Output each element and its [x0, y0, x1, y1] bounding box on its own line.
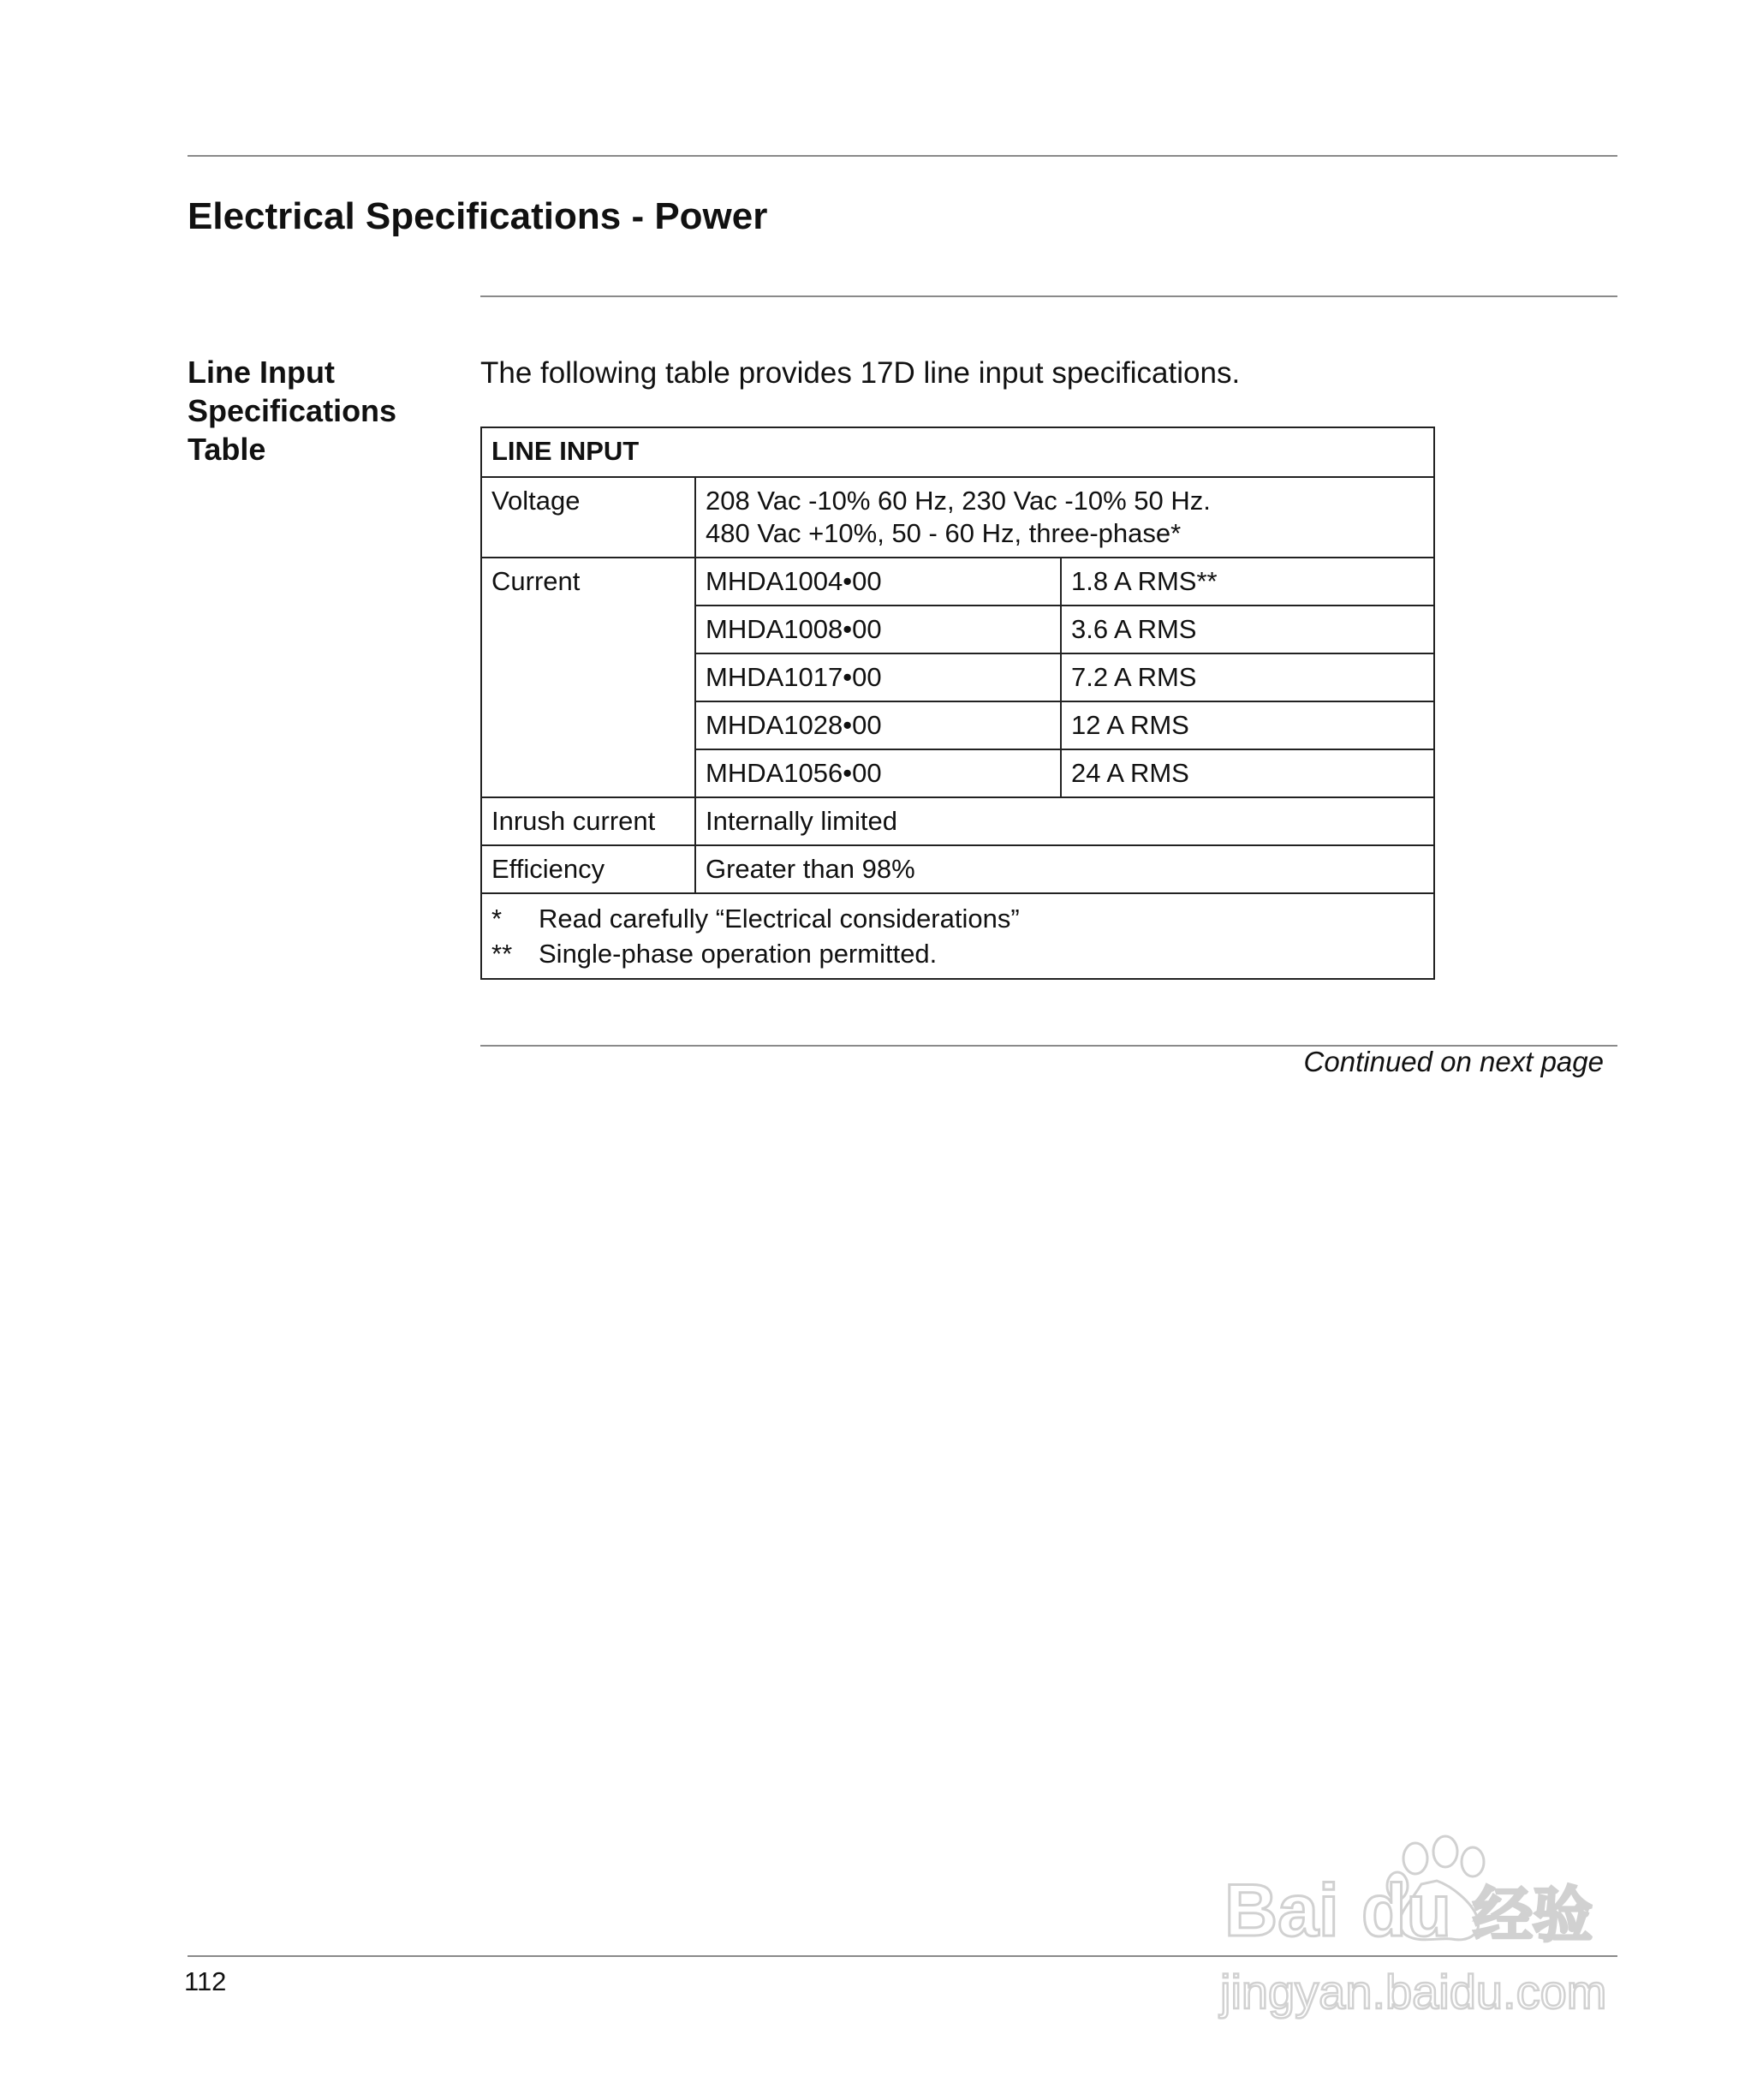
continued-note: Continued on next page	[1303, 1046, 1604, 1077]
footnote-mark: *	[491, 904, 503, 934]
svg-text:du: du	[1361, 1870, 1452, 1952]
inrush-label: Inrush current	[481, 797, 695, 845]
voltage-label: Voltage	[481, 477, 695, 558]
voltage-line: 480 Vac +10%, 50 - 60 Hz, three-phase*	[706, 518, 1182, 548]
top-rule	[188, 155, 1617, 157]
current-model: MHDA1028•00	[695, 701, 1061, 749]
voltage-value	[695, 477, 1434, 558]
section-heading-line: Table	[188, 432, 266, 467]
current-value: 7.2 A RMS	[1061, 653, 1434, 701]
efficiency-label: Efficiency	[481, 845, 695, 893]
table-header-row	[481, 427, 1434, 477]
page-title: Electrical Specifications - Power	[188, 195, 768, 237]
section-rule	[480, 295, 1617, 297]
footnotes	[481, 893, 1434, 979]
section-heading-line: Line Input	[188, 355, 335, 390]
voltage-line: 208 Vac -10% 60 Hz, 230 Vac -10% 50 Hz.	[706, 486, 1211, 516]
inrush-value: Internally limited	[695, 797, 1434, 845]
page-number: 112	[184, 1966, 227, 1996]
table-row	[481, 845, 1434, 893]
footnote	[491, 936, 1424, 971]
table-row	[481, 477, 1434, 558]
table-row	[481, 797, 1434, 845]
footnote-text: Single-phase operation permitted.	[539, 939, 938, 969]
section-heading	[188, 353, 444, 468]
section-heading-line: Specifications	[188, 393, 397, 428]
line-input-table	[480, 427, 1435, 980]
current-model: MHDA1008•00	[695, 606, 1061, 653]
current-label: Current	[481, 558, 695, 797]
table-row	[481, 558, 1434, 606]
intro-text: The following table provides 17D line input specifications.	[480, 356, 1241, 390]
baidu-watermark-logo	[1216, 1833, 1661, 2055]
footnote	[491, 901, 1424, 936]
svg-text:经验: 经验	[1473, 1880, 1593, 1950]
footnote-row	[481, 893, 1434, 979]
current-value: 1.8 A RMS**	[1061, 558, 1434, 606]
footnote-text: Read carefully “Electrical considerations”	[539, 904, 1020, 934]
current-value: 3.6 A RMS	[1061, 606, 1434, 653]
svg-text:jingyan.baidu.com: jingyan.baidu.com	[1220, 1965, 1607, 2019]
current-model: MHDA1017•00	[695, 653, 1061, 701]
table-header: LINE INPUT	[481, 427, 1434, 477]
footnote-mark: **	[491, 939, 513, 969]
current-value: 12 A RMS	[1061, 701, 1434, 749]
current-value: 24 A RMS	[1061, 749, 1434, 797]
current-model: MHDA1004•00	[695, 558, 1061, 606]
svg-text:Bai: Bai	[1224, 1870, 1339, 1952]
current-model: MHDA1056•00	[695, 749, 1061, 797]
efficiency-value: Greater than 98%	[695, 845, 1434, 893]
